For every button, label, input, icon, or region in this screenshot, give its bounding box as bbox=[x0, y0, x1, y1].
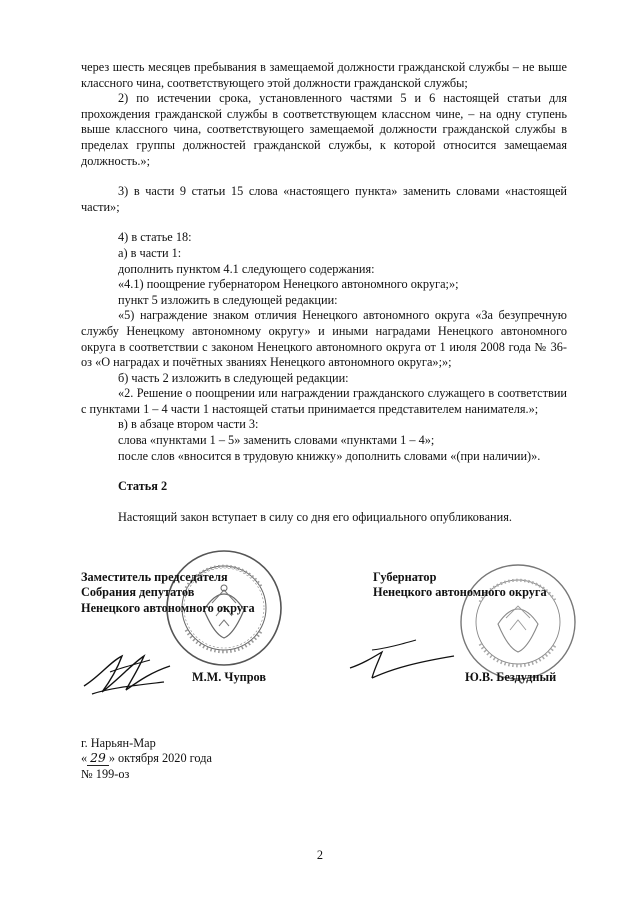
paragraph: после слов «вносится в трудовую книжку» дополнить словами «(при наличии)». bbox=[118, 448, 541, 463]
paragraph: 2) по истечении срока, установленного частями 5 и 6 настоящей статьи для прохождения гражданской службы в соответствующем классном чине, – на одну ступень выше классного чина, соответствующего замещаемой должности гражданской службы в пределах группы должностей гражданской службы, к которой относится замещаемая должность.»; bbox=[81, 91, 567, 168]
paragraph: дополнить пунктом 4.1 следующего содержания: bbox=[118, 261, 375, 276]
paragraph: б) часть 2 изложить в следующей редакции: bbox=[118, 370, 349, 385]
city: г. Нарьян-Мар bbox=[81, 736, 156, 750]
paragraph: а) в части 1: bbox=[118, 245, 182, 260]
law-body bbox=[81, 60, 567, 525]
article-heading: Статья 2 bbox=[118, 479, 168, 494]
page-number: 2 bbox=[316, 848, 324, 862]
paragraph: пункт 5 изложить в следующей редакции: bbox=[118, 292, 338, 307]
left-signatory-name: М.М. Чупров bbox=[192, 670, 267, 684]
paragraph: Настоящий закон вступает в силу со дня его официального опубликования. bbox=[118, 509, 512, 524]
right-handwritten-signature bbox=[342, 628, 462, 688]
left-handwritten-signature bbox=[80, 642, 180, 702]
signatory-region: Ненецкого автономного округа bbox=[81, 600, 255, 615]
paragraph: в) в абзаце втором части 3: bbox=[118, 417, 259, 432]
right-signatory-title bbox=[373, 570, 547, 601]
signatory-body: Собрания депутатов bbox=[81, 585, 195, 600]
paragraph: слова «пунктами 1 – 5» заменить словами «пунктами 1 – 4»; bbox=[118, 433, 435, 448]
signatory-position: Губернатор bbox=[373, 570, 437, 584]
paragraph: «5) награждение знаком отличия Ненецкого автономного округа «За безупречную службу Ненецкому автономному округу» и иными наградами Ненецкого автономного округа в соответствии с законом Ненецкого автономного округа от 1 июля 2008 года № 36-оз «О наградах и почётных званиях Ненецкого автономного округа»;»; bbox=[81, 308, 567, 370]
paragraph: «4.1) поощрение губернатором Ненецкого автономного округа;»; bbox=[118, 277, 459, 292]
paragraph: 4) в статье 18: bbox=[118, 230, 192, 245]
signatory-region: Ненецкого автономного округа bbox=[373, 585, 547, 600]
signatory-position: Заместитель председателя bbox=[81, 570, 228, 584]
right-signatory-name: Ю.В. Бездудный bbox=[465, 670, 557, 684]
adoption-date: « 29 » октября 2020 года bbox=[81, 751, 212, 766]
left-signatory-title bbox=[81, 570, 255, 616]
document-footer bbox=[81, 736, 212, 782]
paragraph: через шесть месяцев пребывания в замещаемой должности гражданской службы – не выше классного чина, соответствующего этой должности гражданской службы; bbox=[81, 60, 567, 90]
handwritten-day: 29 bbox=[87, 751, 109, 766]
paragraph: 3) в части 9 статьи 15 слова «настоящего пункта» заменить словами «настоящей части»; bbox=[81, 184, 567, 214]
law-number: № 199-оз bbox=[81, 766, 130, 781]
paragraph: «2. Решение о поощрении или награждении гражданского служащего в соответствии с пунктами 1 – 4 части 1 настоящей статьи принимается представителем нанимателя.»; bbox=[81, 386, 567, 416]
